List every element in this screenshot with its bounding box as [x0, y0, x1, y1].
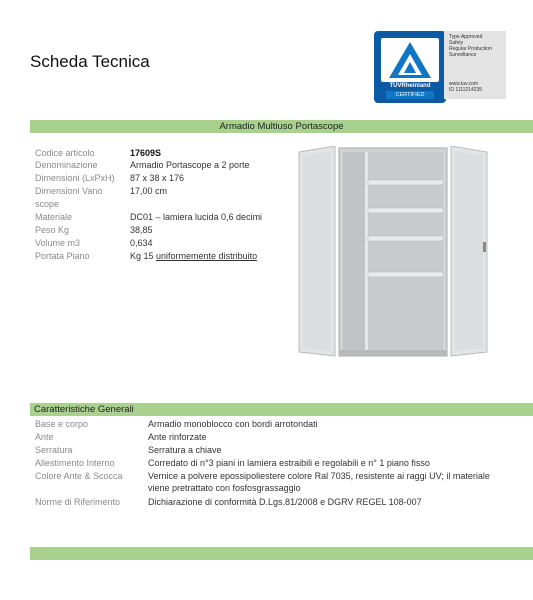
spec-label: Dimensioni (LxPxH) — [35, 173, 115, 183]
general-value: Serratura a chiave — [148, 445, 222, 455]
general-value: Armadio monoblocco con bordi arrotondati — [148, 419, 318, 429]
spec-value: 0,634 — [130, 238, 153, 248]
tuv-certified: CERTIFIED — [386, 91, 434, 99]
general-value: Dichiarazione di conformità D.Lgs.81/2008 e DGRV REGEL 108-007 — [148, 497, 422, 507]
spec-label: Volume m3 — [35, 238, 81, 248]
product-bar-title: Armadio Multiuso Portascope — [219, 121, 344, 132]
general-label: Base e corpo — [35, 419, 89, 429]
spec-value: Armadio Portascope a 2 porte — [130, 160, 250, 170]
spec-label: scope — [35, 199, 60, 209]
spec-label: Materiale — [35, 212, 73, 222]
general-label: Serratura — [35, 445, 73, 455]
general-value: Vernice a polvere epossipoliestere colore Ral 7035, resistente ai raggi UV; il materiale viene pretrattato con fosfosgrassaggio — [148, 471, 490, 493]
spec-label: Dimensioni Vano — [35, 186, 103, 196]
spec-label: Portata Piano — [35, 251, 90, 261]
spec-label: Codice articolo — [35, 148, 95, 158]
product-bar — [30, 120, 533, 133]
spec-value: 17609S — [130, 148, 162, 158]
general-label: Ante — [35, 432, 54, 442]
tuv-info-line: Type Approved — [449, 34, 483, 40]
spec-value — [130, 250, 257, 262]
general-heading: Caratteristiche Generali — [34, 404, 134, 415]
tuv-url: www.tuv.com — [449, 81, 479, 87]
spec-value: 17,00 cm — [130, 186, 168, 196]
general-section-bar — [30, 403, 533, 416]
tuv-info-panel — [444, 31, 506, 99]
general-value: Ante rinforzate — [148, 432, 207, 442]
spec-label: Denominazione — [35, 160, 98, 170]
spec-value: DC01 – lamiera lucida 0,6 decimi — [130, 212, 263, 222]
tuv-triangle-icon — [381, 38, 439, 82]
general-value: Corredato di n°3 piani in lamiera estraibili e regolabili e n° 1 piano fisso — [148, 458, 430, 468]
spec-value: 38,85 — [130, 225, 153, 235]
tuv-info-line: Surveillance — [449, 52, 477, 58]
general-label: Colore Ante & Scocca — [35, 471, 123, 481]
cabinet-image — [295, 146, 491, 358]
tuv-brand: TÜVRheinland — [389, 83, 431, 89]
general-label: Norme di Riferimento — [35, 497, 121, 507]
spec-value: 87 x 38 x 176 — [130, 173, 185, 183]
tuv-info-line: Regular Production — [449, 46, 492, 52]
spec-value-underlined: uniformemente distribuito — [156, 251, 258, 261]
tuv-info-line: Safety — [449, 40, 464, 46]
spec-label: Peso Kg — [35, 225, 70, 235]
general-label: Allestimento Interno — [35, 458, 115, 468]
page-title: Scheda Tecnica — [30, 52, 150, 71]
tuv-id: ID 1111214235 — [449, 87, 483, 93]
footer-bar — [30, 547, 533, 560]
spec-value-prefix: Kg 15 — [130, 251, 157, 261]
tuv-logo — [374, 31, 446, 103]
